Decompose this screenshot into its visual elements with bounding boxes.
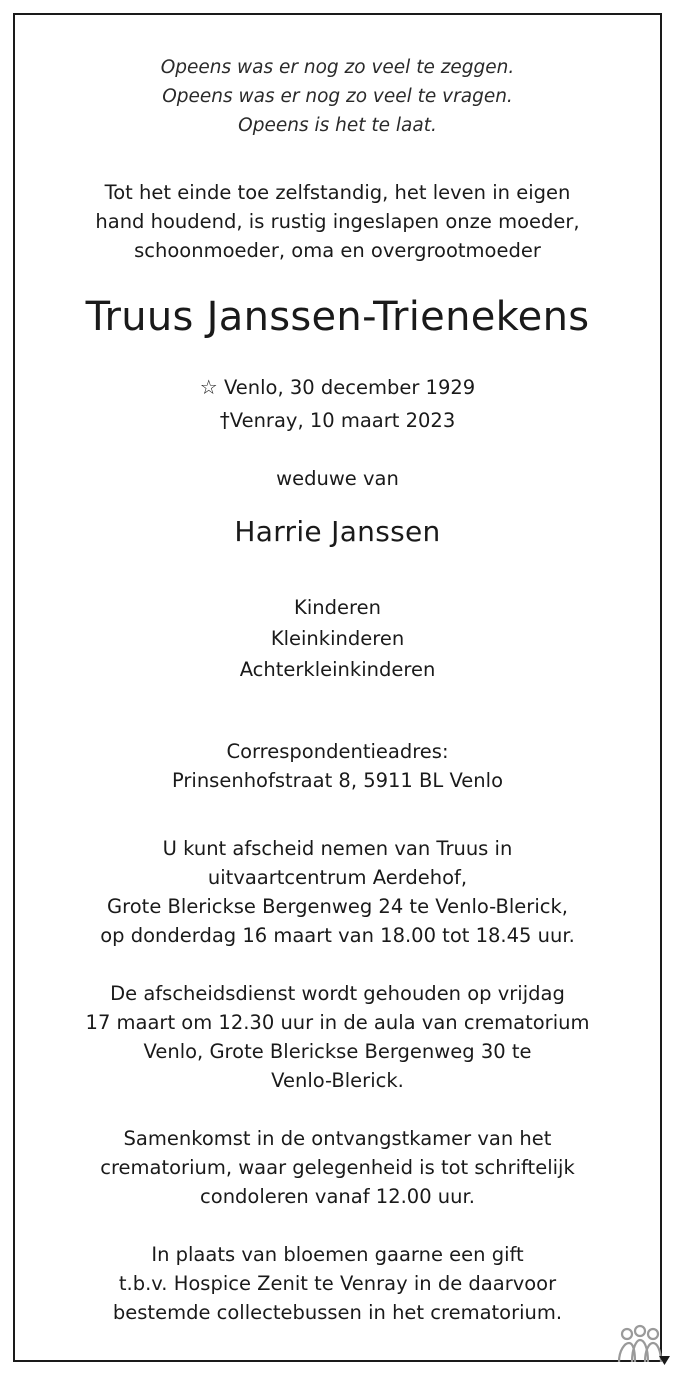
spouse-name: Harrie Janssen <box>234 515 441 548</box>
people-group-icon <box>615 1322 671 1368</box>
family-list <box>15 592 660 685</box>
family-member: Kinderen <box>294 596 381 619</box>
donation-line: In plaats van bloemen gaarne een gift <box>151 1243 524 1266</box>
life-dates <box>15 371 660 437</box>
announcement-content <box>15 15 660 1327</box>
poem <box>15 53 660 140</box>
donation-info <box>15 1240 660 1327</box>
correspondence-address <box>15 737 660 795</box>
service-line: De afscheidsdienst wordt gehouden op vrijdag <box>110 982 565 1005</box>
farewell-line: U kunt afscheid nemen van Truus in <box>162 837 513 860</box>
birth-line <box>15 371 660 404</box>
deceased-name: Truus Janssen-Trienekens <box>85 294 590 340</box>
intro-line: hand houdend, is rustig ingeslapen onze moeder, <box>95 210 580 233</box>
service-line: 17 maart om 12.30 uur in de aula van crematorium <box>85 1011 590 1034</box>
gathering-line: Samenkomst in de ontvangstkamer van het <box>123 1127 552 1150</box>
death-line <box>15 404 660 437</box>
poem-line: Opeens was er nog zo veel te vragen. <box>162 86 513 107</box>
gathering-info <box>15 1124 660 1211</box>
service-line: Venlo, Grote Blerickse Bergenweg 30 te <box>143 1040 532 1063</box>
poem-line: Opeens was er nog zo veel te zeggen. <box>160 57 515 78</box>
address-line: Prinsenhofstraat 8, 5911 BL Venlo <box>171 769 504 792</box>
widow-label: weduwe van <box>276 467 399 490</box>
intro-line: schoonmoeder, oma en overgrootmoeder <box>134 239 541 262</box>
farewell-line: uitvaartcentrum Aerdehof, <box>207 866 468 889</box>
death-text: Venray, 10 maart 2023 <box>229 409 456 432</box>
intro-text <box>15 178 660 265</box>
family-member: Achterkleinkinderen <box>239 658 436 681</box>
gathering-line: crematorium, waar gelegenheid is tot schriftelijk <box>100 1156 575 1179</box>
cross-icon: † <box>219 408 230 432</box>
farewell-line: Grote Blerickse Bergenweg 24 te Venlo-Blerick, <box>107 895 568 918</box>
address-line: Correspondentieadres: <box>226 740 449 763</box>
service-line: Venlo-Blerick. <box>271 1069 404 1092</box>
intro-line: Tot het einde toe zelfstandig, het leven in eigen <box>104 181 571 204</box>
farewell-info <box>15 834 660 950</box>
service-info <box>15 979 660 1095</box>
gathering-line: condoleren vanaf 12.00 uur. <box>200 1185 475 1208</box>
poem-line: Opeens is het te laat. <box>238 115 437 136</box>
birth-text: Venlo, 30 december 1929 <box>223 376 476 399</box>
star-icon: ☆ <box>199 375 218 399</box>
donation-line: t.b.v. Hospice Zenit te Venray in de daarvoor <box>118 1272 557 1295</box>
donation-line: bestemde collectebussen in het crematorium. <box>112 1301 563 1324</box>
family-member: Kleinkinderen <box>270 627 405 650</box>
farewell-line: op donderdag 16 maart van 18.00 tot 18.45 uur. <box>100 924 575 947</box>
